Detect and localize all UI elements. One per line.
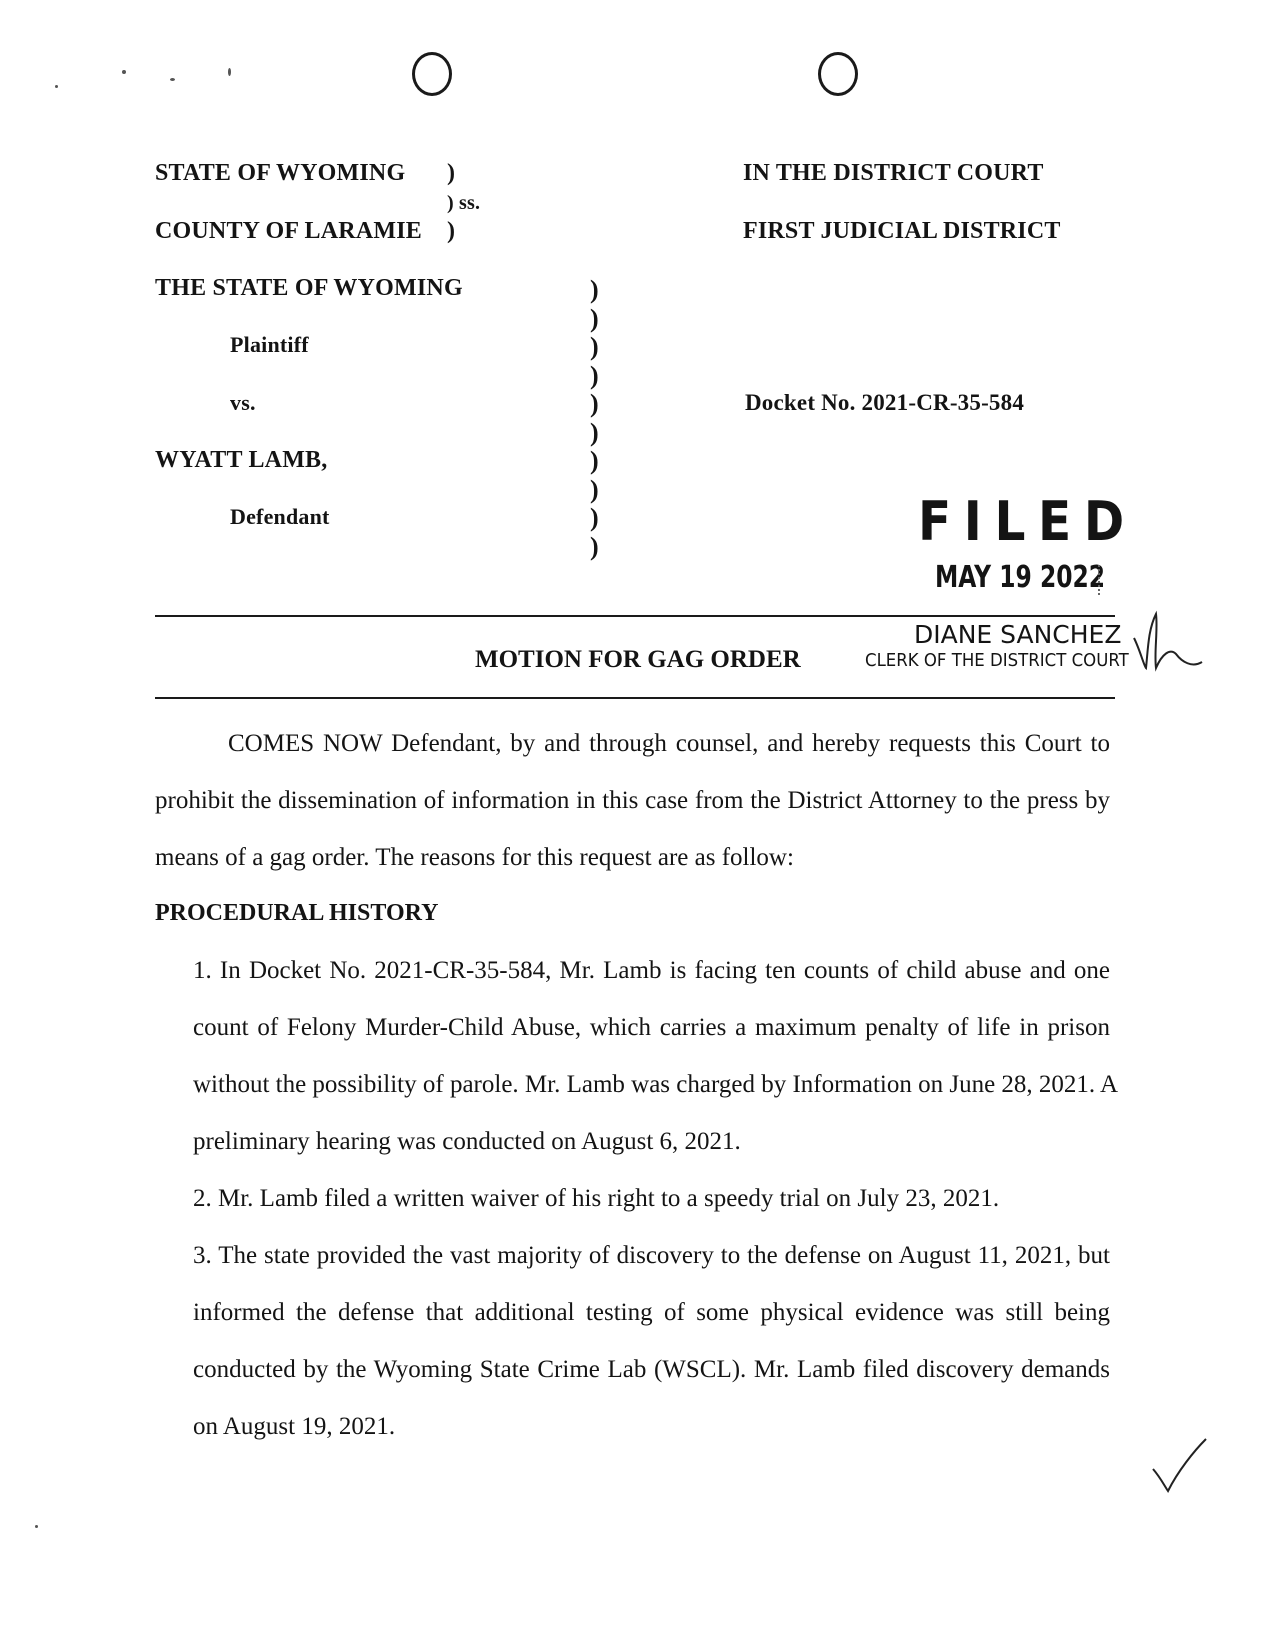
paragraph-line: 3. The state provided the vast majority of discovery to the defense on August 11, 2021, but <box>193 1242 1110 1269</box>
clerk-initials-signature <box>1130 610 1205 672</box>
paragraph-line: on August 19, 2021. <box>193 1413 396 1440</box>
section-heading: PROCEDURAL HISTORY <box>155 900 439 926</box>
motion-title: MOTION FOR GAG ORDER <box>475 646 801 673</box>
paragraph-line: 2. Mr. Lamb filed a written waiver of his right to a speedy trial on July 23, 2021. <box>193 1185 1000 1212</box>
docket-number: Docket No. 2021-CR-35-584 <box>745 390 1025 415</box>
caption-state: STATE OF WYOMING <box>155 160 406 186</box>
paragraph-line: informed the defense that additional testing of some physical evidence was still being <box>193 1299 1110 1326</box>
caption-paren: ) <box>590 418 599 447</box>
punch-hole-left <box>412 52 452 96</box>
caption-paren: ) <box>590 532 599 561</box>
caption-paren: ) <box>447 160 456 186</box>
caption-paren: ) <box>590 332 599 361</box>
caption-paren: ) <box>590 389 599 418</box>
caption-paren: ) <box>590 275 599 304</box>
caption-paren: ) <box>590 475 599 504</box>
punch-hole-right <box>818 52 858 96</box>
scan-speck <box>35 1525 38 1528</box>
filed-stamp-word: FILED <box>918 490 1137 553</box>
caption-paren: ) <box>590 304 599 333</box>
paragraph-line: without the possibility of parole. Mr. Lamb was charged by Information on June 28, 2021. A <box>193 1071 1119 1098</box>
judicial-district: FIRST JUDICIAL DISTRICT <box>743 218 1061 244</box>
caption-paren: ) <box>590 446 599 475</box>
scan-speck <box>122 70 126 74</box>
check-mark-icon <box>1150 1435 1210 1495</box>
filed-stamp-date: MAY 19 2022 <box>935 560 1106 595</box>
intro-line: COMES NOW Defendant, by and through counsel, and hereby requests this Court to <box>228 730 1110 757</box>
paragraph-line: 1. In Docket No. 2021-CR-35-584, Mr. Lamb is facing ten counts of child abuse and one <box>193 957 1110 984</box>
defendant-name: WYATT LAMB, <box>155 447 328 473</box>
paragraph-line: preliminary hearing was conducted on August 6, 2021. <box>193 1128 741 1155</box>
top-rule <box>155 615 1115 617</box>
clerk-name: DIANE SANCHEZ <box>914 620 1122 649</box>
paragraph-line: count of Felony Murder-Child Abuse, which carries a maximum penalty of life in prison <box>193 1014 1110 1041</box>
clerk-title: CLERK OF THE DISTRICT COURT <box>865 650 1129 671</box>
caption-paren: ) <box>590 503 599 532</box>
caption-county: COUNTY OF LARAMIE <box>155 218 422 244</box>
scan-speck <box>170 78 175 81</box>
court-name: IN THE DISTRICT COURT <box>743 160 1044 186</box>
plaintiff-role: Plaintiff <box>230 332 309 357</box>
plaintiff-name: THE STATE OF WYOMING <box>155 275 463 301</box>
caption-paren: ) <box>590 361 599 390</box>
intro-line: prohibit the dissemination of information in this case from the District Attorney to the press by <box>155 787 1110 814</box>
intro-line: means of a gag order. The reasons for this request are as follow: <box>155 844 794 871</box>
stamp-mark <box>1098 565 1102 595</box>
defendant-role: Defendant <box>230 504 330 529</box>
scan-speck <box>228 68 231 76</box>
bottom-rule <box>155 697 1115 699</box>
paragraph-line: conducted by the Wyoming State Crime Lab (WSCL). Mr. Lamb filed discovery demands <box>193 1356 1110 1383</box>
caption-ss: ) ss. <box>447 192 481 214</box>
scan-speck <box>55 85 58 88</box>
versus: vs. <box>230 390 256 415</box>
caption-paren: ) <box>447 218 456 244</box>
